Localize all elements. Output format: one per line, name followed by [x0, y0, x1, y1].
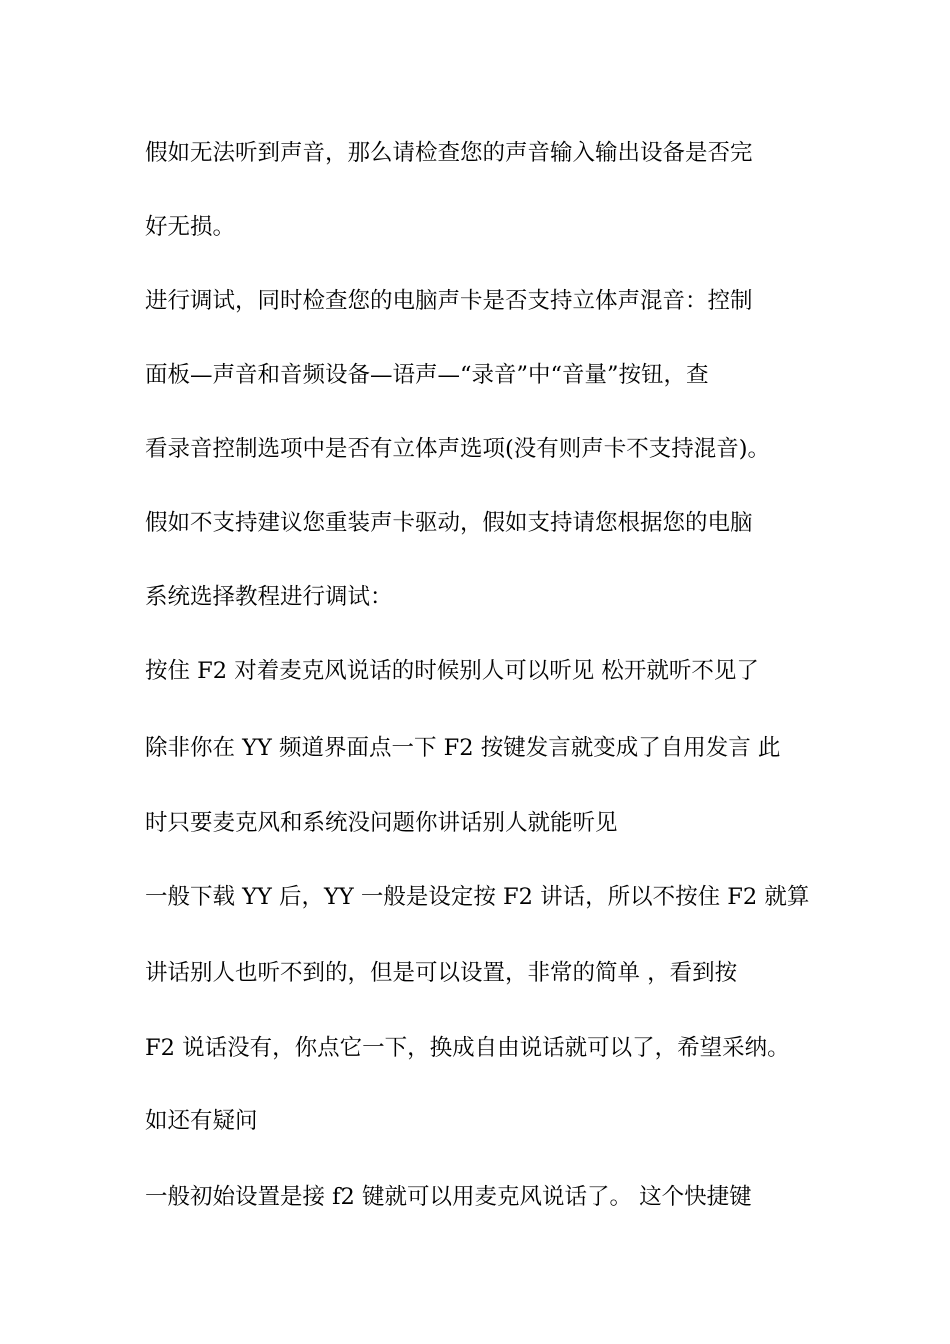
text-line: 讲话别人也听不到的，但是可以设置，非常的简单 ，看到按 [145, 960, 738, 986]
text-line: F2 说话没有，你点它一下，换成自由说话就可以了，希望采纳。 [145, 1035, 790, 1061]
text-line: 面板—声音和音频设备—语声—“录音”中“音量”按钮，查 [145, 362, 709, 388]
text-line: 假如不支持建议您重装声卡驱动，假如支持请您根据您的电脑 [145, 510, 753, 536]
text-line: 按住 F2 对着麦克风说话的时候别人可以听见 松开就听不见了 [145, 658, 759, 684]
text-line: 好无损。 [145, 214, 236, 240]
text-line: 一般初始设置是接 f2 键就可以用麦克风说话了。 这个快捷键 [145, 1184, 752, 1210]
text-line: 看录音控制选项中是否有立体声选项(没有则声卡不支持混音)。 [145, 436, 771, 462]
text-line: 进行调试，同时检查您的电脑声卡是否支持立体声混音：控制 [145, 288, 753, 314]
text-line: 系统选择教程进行调试： [145, 584, 393, 610]
text-line: 假如无法听到声音，那么请检查您的声音输入输出设备是否完 [145, 140, 753, 166]
text-line: 如还有疑问 [145, 1108, 258, 1134]
text-line: 一般下载 YY 后，YY 一般是设定按 F2 讲话，所以不按住 F2 就算 [145, 884, 810, 910]
text-line: 除非你在 YY 频道界面点一下 F2 按键发言就变成了自用发言 此 [145, 735, 781, 761]
text-line: 时只要麦克风和系统没问题你讲话别人就能听见 [145, 810, 618, 836]
